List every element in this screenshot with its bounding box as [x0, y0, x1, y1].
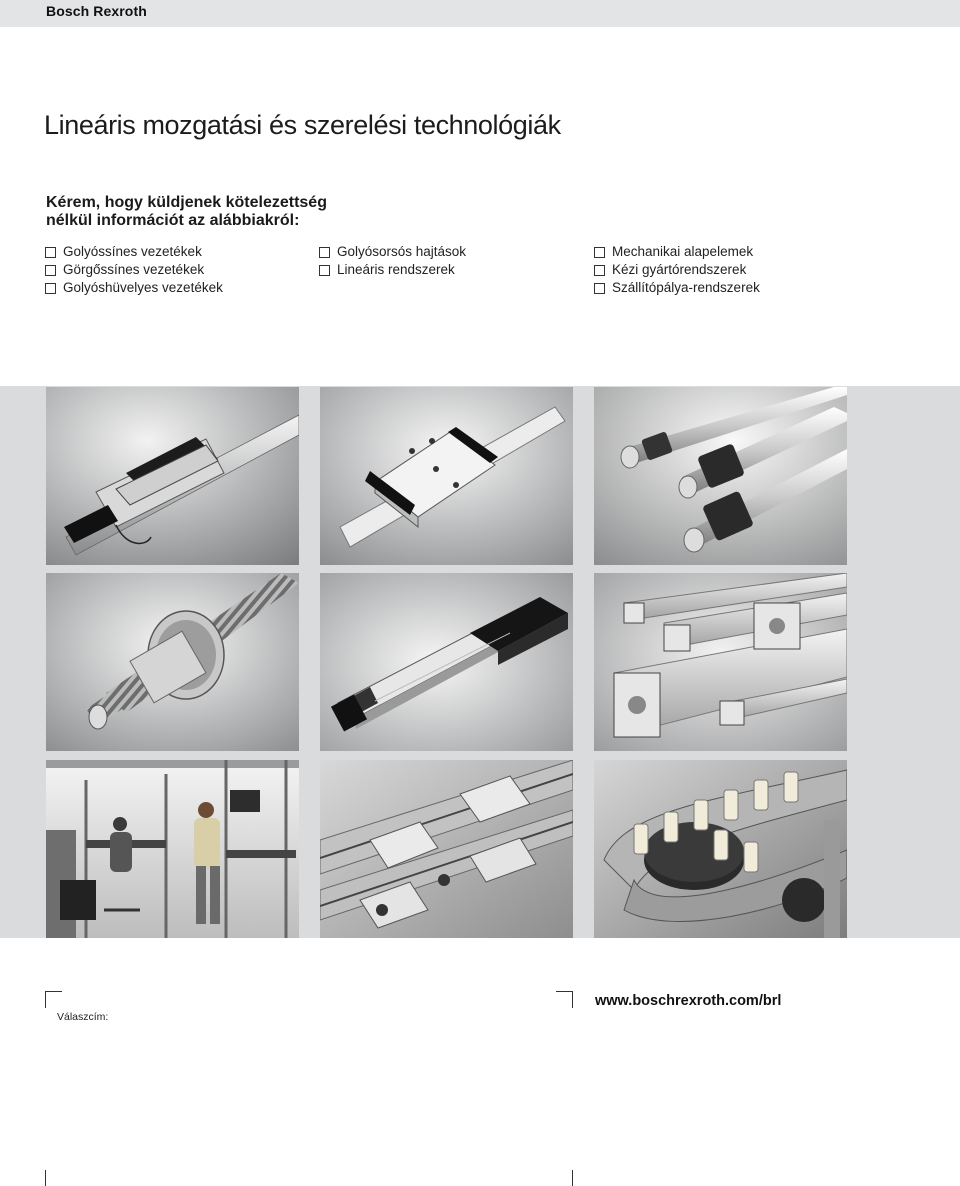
transfer-system-icon	[320, 760, 573, 938]
crop-mark	[556, 1170, 573, 1186]
checkbox[interactable]	[319, 265, 330, 276]
checkbox[interactable]	[594, 265, 605, 276]
checkbox[interactable]	[319, 247, 330, 258]
option-label: Golyóshüvelyes vezetékek	[63, 280, 223, 295]
option-transfer-systems[interactable]	[594, 279, 760, 297]
linear-bushing-icon	[594, 387, 847, 565]
option-mechanical-basics[interactable]	[594, 243, 760, 261]
top-bar	[0, 0, 960, 27]
crop-mark	[556, 991, 573, 1008]
aluminium-profile-icon	[594, 573, 847, 751]
option-linear-bushing[interactable]	[45, 279, 223, 297]
linear-module-icon	[320, 573, 573, 751]
crop-mark	[45, 1170, 62, 1186]
request-line-1: Kérem, hogy küldjenek kötelezettség	[46, 194, 327, 211]
option-ball-screw[interactable]	[319, 243, 466, 261]
checkbox[interactable]	[45, 283, 56, 294]
option-roller-rail[interactable]	[45, 261, 223, 279]
option-linear-systems[interactable]	[319, 261, 466, 279]
roller-rail-guide-icon	[320, 387, 573, 565]
options-column-3	[594, 243, 760, 297]
option-label: Szállítópálya-rendszerek	[612, 280, 760, 295]
option-ball-rail[interactable]	[45, 243, 223, 261]
page-title: Lineáris mozgatási és szerelési technológiák	[44, 110, 561, 140]
option-label: Golyóssínes vezetékek	[63, 244, 202, 259]
option-label: Golyósorsós hajtások	[337, 244, 467, 259]
option-label: Görgőssínes vezetékek	[63, 262, 205, 277]
checkbox[interactable]	[594, 283, 605, 294]
brand-name: Bosch Rexroth	[46, 3, 147, 19]
checkbox[interactable]	[45, 265, 56, 276]
checkbox[interactable]	[594, 247, 605, 258]
option-label: Mechanikai alapelemek	[612, 244, 754, 259]
options-column-2	[319, 243, 466, 279]
reply-address-label: Válaszcím:	[57, 1011, 109, 1023]
request-text	[46, 194, 327, 230]
crop-mark	[45, 991, 62, 1008]
option-label: Kézi gyártórendszerek	[612, 262, 747, 277]
conveyor-icon	[594, 760, 847, 938]
request-line-2: nélkül információt az alábbiakról:	[46, 212, 300, 229]
website-link[interactable]: www.boschrexroth.com/brl	[595, 993, 782, 1009]
option-manual-production[interactable]	[594, 261, 760, 279]
ball-rail-guide-icon	[46, 387, 299, 565]
workstation-icon	[46, 760, 299, 938]
options-column-1	[45, 243, 223, 297]
checkbox[interactable]	[45, 247, 56, 258]
ball-screw-icon	[46, 573, 299, 751]
option-label: Lineáris rendszerek	[337, 262, 455, 277]
